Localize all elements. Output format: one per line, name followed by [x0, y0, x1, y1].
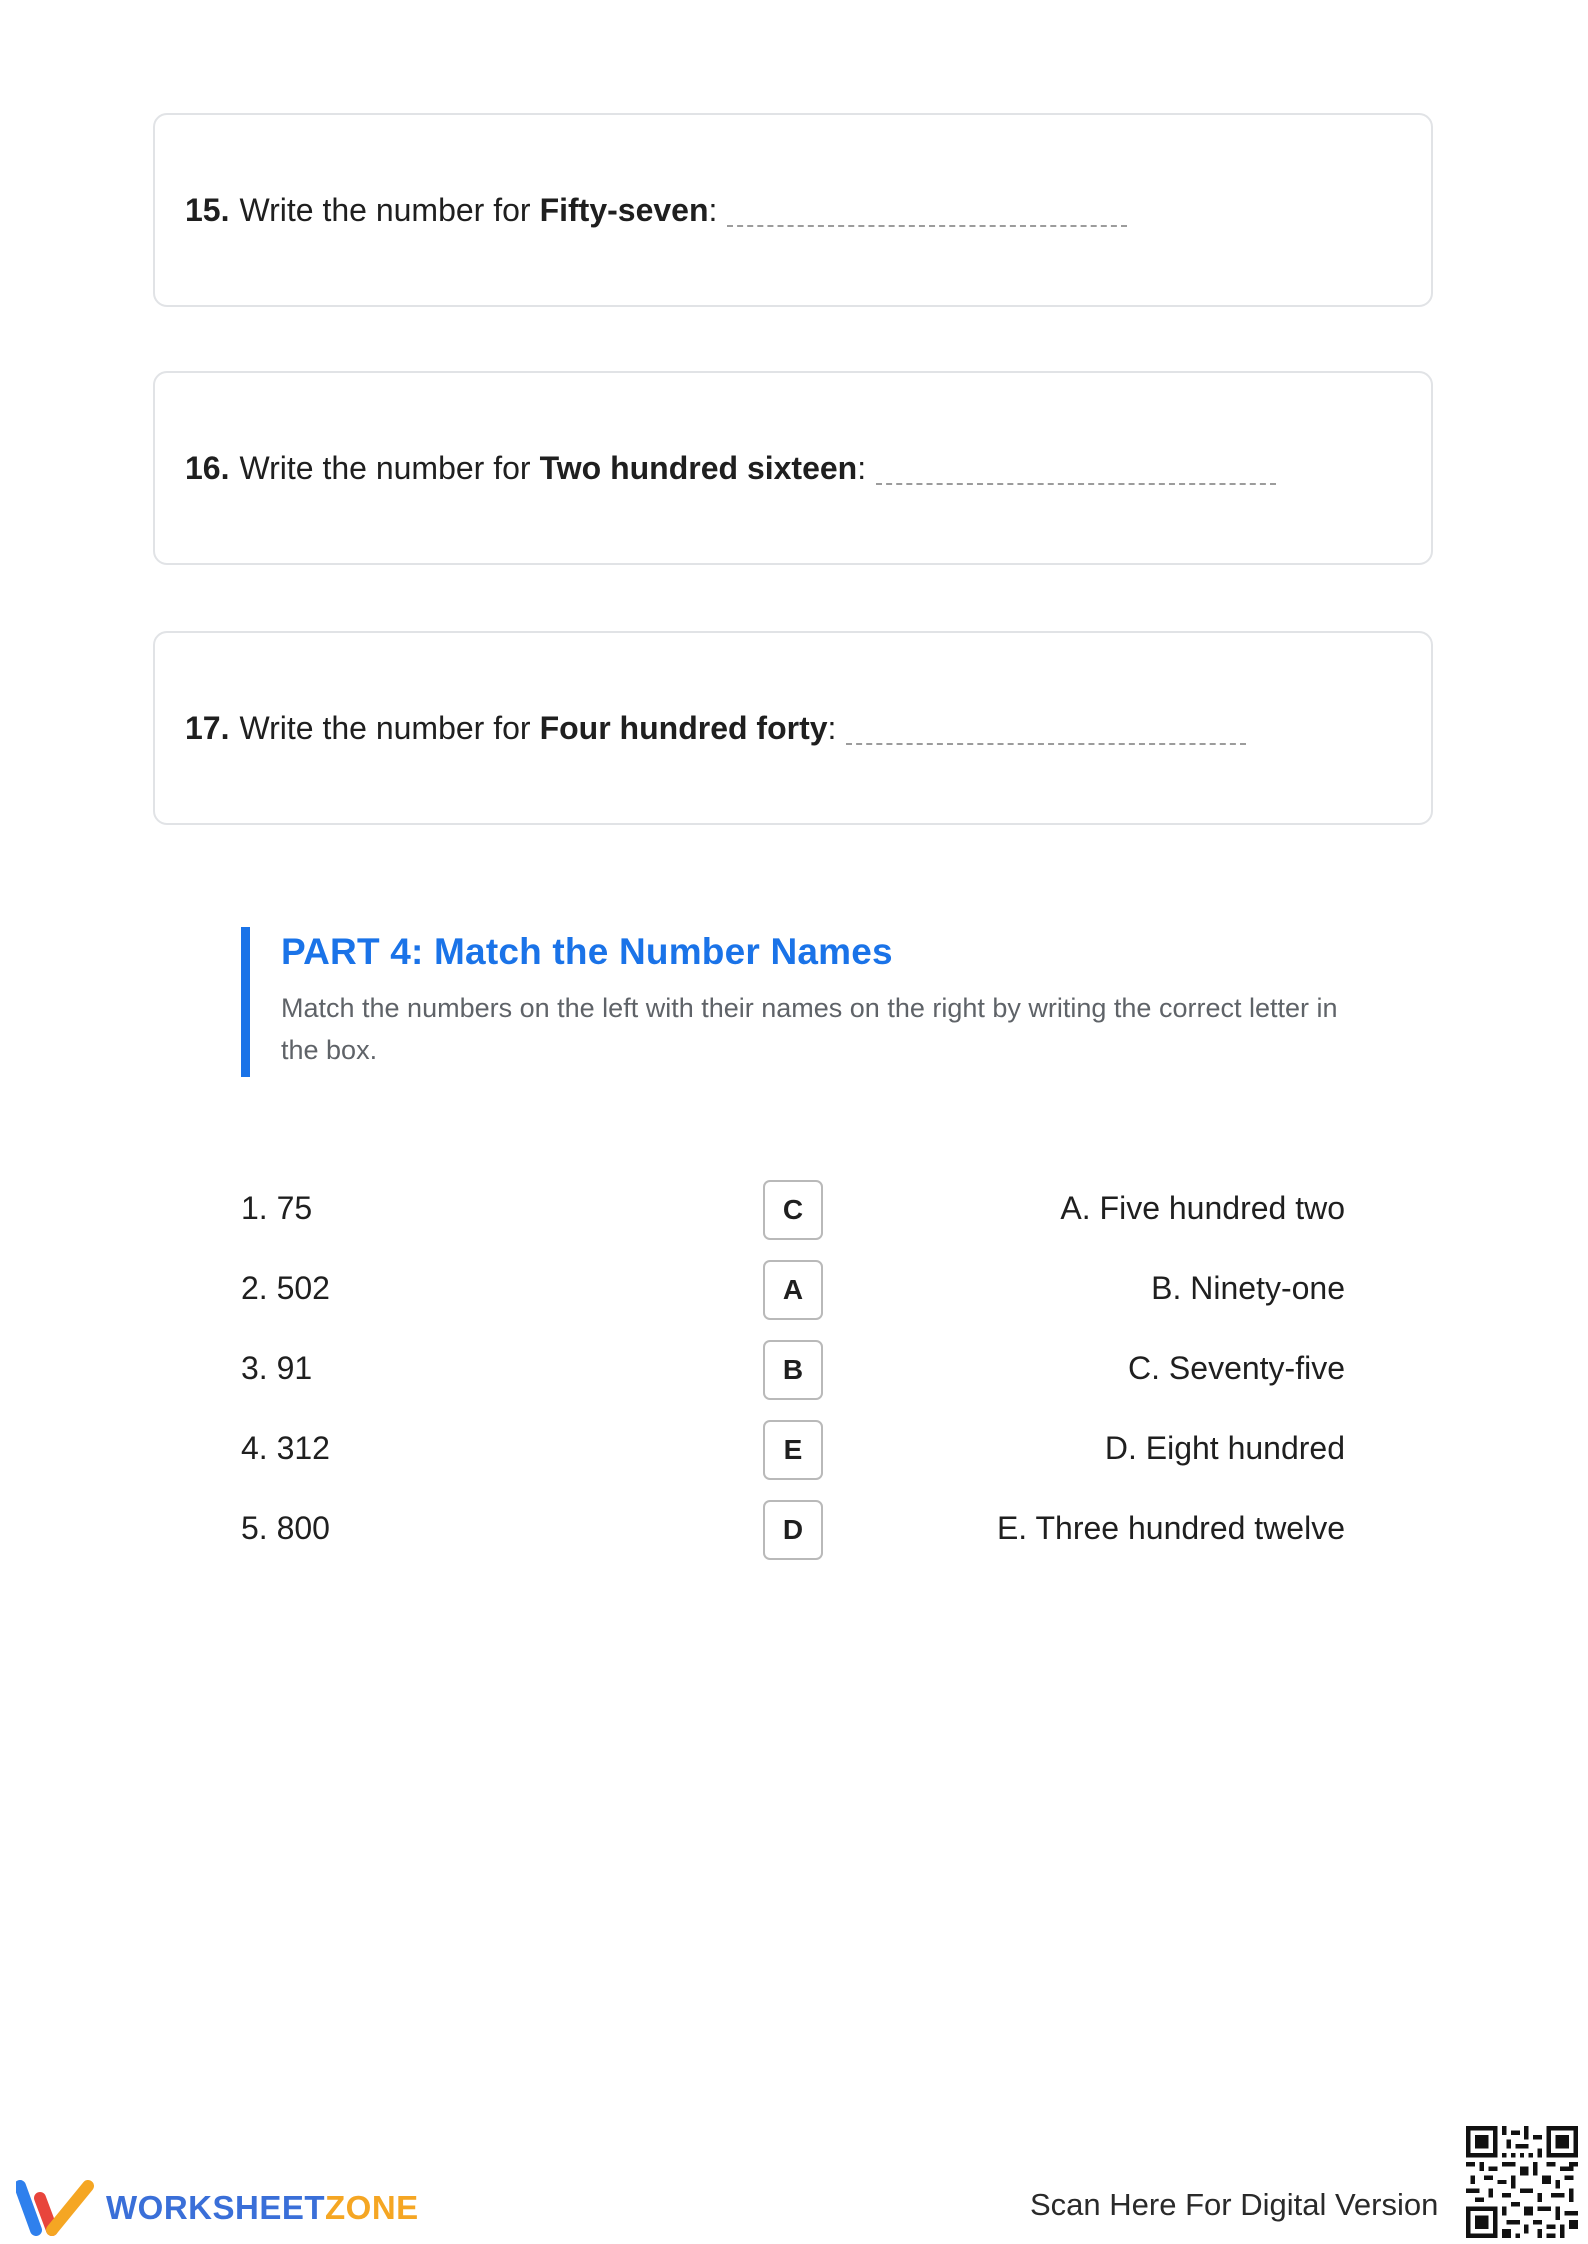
match-answer-box[interactable]: C	[763, 1180, 823, 1240]
question-line	[185, 187, 1127, 229]
worksheetzone-logo[interactable]	[16, 2180, 419, 2236]
logo-text-worksheet: WORKSHEET	[106, 2189, 325, 2226]
match-answer-box[interactable]: B	[763, 1340, 823, 1400]
question-word: Two hundred sixteen	[539, 450, 858, 486]
question-number: 17.	[185, 710, 230, 746]
question-prompt: Write the number for	[239, 192, 531, 228]
question-prompt: Write the number for	[239, 450, 531, 486]
question-colon: :	[708, 192, 718, 228]
question-card-15	[153, 113, 1433, 307]
match-number: 3. 91	[241, 1350, 313, 1386]
match-row	[0, 1180, 1588, 1240]
worksheetzone-w-icon	[16, 2180, 94, 2236]
match-name: E. Three hundred twelve	[996, 1510, 1345, 1546]
question-line	[185, 705, 1246, 747]
match-name: C. Seventy-five	[1128, 1350, 1345, 1386]
question-number: 16.	[185, 450, 230, 486]
question-colon: :	[827, 710, 837, 746]
part4-section-header	[241, 927, 1371, 1077]
answer-blank[interactable]	[876, 451, 1276, 485]
scan-caption: Scan Here For Digital Version	[1030, 2187, 1439, 2222]
match-answer-box[interactable]: E	[763, 1420, 823, 1480]
question-card-17	[153, 631, 1433, 825]
match-name: B. Ninety-one	[1151, 1270, 1345, 1306]
match-name: A. Five hundred two	[1060, 1190, 1345, 1226]
question-colon: :	[857, 450, 867, 486]
qr-code-icon[interactable]	[1466, 2126, 1578, 2238]
answer-blank[interactable]	[846, 711, 1246, 745]
question-line	[185, 445, 1276, 487]
match-number: 5. 800	[241, 1510, 330, 1546]
match-answer-box[interactable]: A	[763, 1260, 823, 1320]
match-number: 4. 312	[241, 1430, 330, 1466]
part4-title: PART 4: Match the Number Names	[281, 931, 893, 972]
match-number: 2. 502	[241, 1270, 330, 1306]
question-card-16	[153, 371, 1433, 565]
question-prompt: Write the number for	[239, 710, 531, 746]
part4-description: Match the numbers on the left with their names on the right by writing the correct letter in the box.	[281, 993, 1338, 1065]
match-row	[0, 1260, 1588, 1320]
logo-text-zone: ZONE	[325, 2189, 419, 2226]
question-word: Fifty-seven	[539, 192, 709, 228]
logo-wordmark	[106, 2189, 419, 2227]
answer-blank[interactable]	[727, 193, 1127, 227]
match-row	[0, 1500, 1588, 1560]
match-row	[0, 1420, 1588, 1480]
match-answer-box[interactable]: D	[763, 1500, 823, 1560]
match-name: D. Eight hundred	[1104, 1430, 1345, 1466]
match-row	[0, 1340, 1588, 1400]
match-number: 1. 75	[241, 1190, 313, 1226]
question-number: 15.	[185, 192, 230, 228]
question-word: Four hundred forty	[539, 710, 828, 746]
